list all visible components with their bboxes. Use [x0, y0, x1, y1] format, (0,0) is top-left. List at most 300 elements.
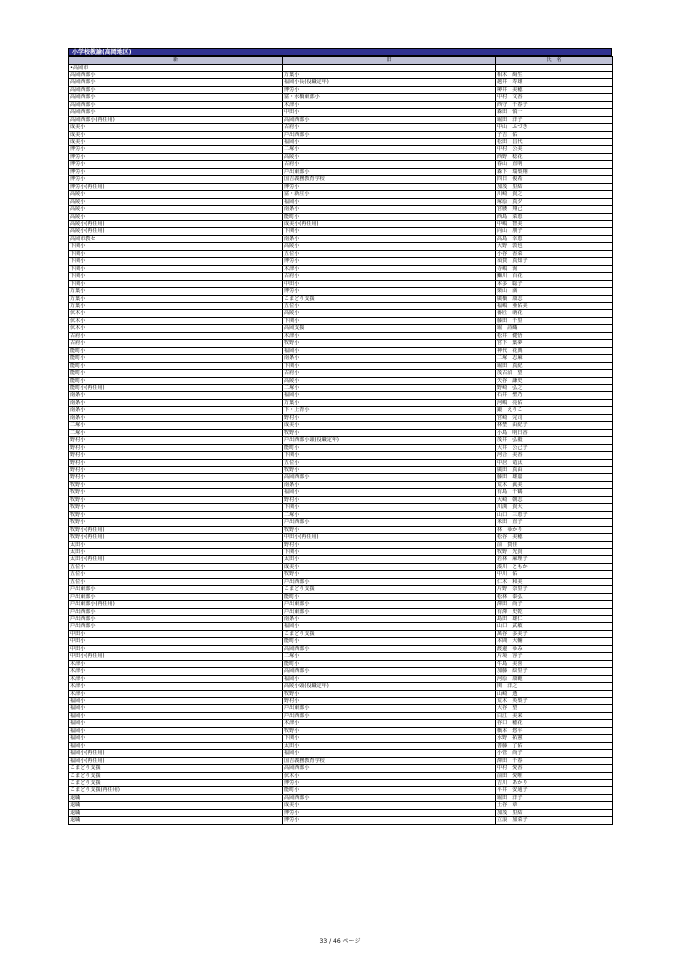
table-row	[69, 780, 613, 787]
old-cell: 戸出西部小頭(役職定年)	[283, 437, 496, 444]
name-cell: 二塚 志麻	[496, 355, 613, 362]
old-cell: 福岡小	[283, 750, 496, 757]
table-row	[69, 258, 613, 265]
new-cell: 高岡西部小	[69, 101, 283, 108]
name-cell: 石井 聖乃	[496, 392, 613, 399]
old-cell: 古府小	[283, 273, 496, 280]
new-cell: 高陵小	[69, 213, 283, 220]
table-row	[69, 340, 613, 347]
table-row	[69, 131, 613, 138]
new-cell: 伏木小	[69, 310, 283, 317]
old-cell: 牧野小	[283, 571, 496, 578]
name-cell	[496, 64, 613, 71]
table-row	[69, 712, 613, 719]
old-cell: 下・上青小	[283, 407, 496, 414]
new-cell: 南条小	[69, 399, 283, 406]
name-cell: 藤田 千里	[496, 317, 613, 324]
name-cell: 堀 詩織	[496, 325, 613, 332]
name-cell: 須賀 真知子	[496, 258, 613, 265]
name-cell: 廣田 真由	[496, 466, 613, 473]
table-row	[69, 235, 613, 242]
name-cell: 春山 直明	[496, 161, 613, 168]
new-cell: 高陵小	[69, 191, 283, 198]
table-row	[69, 228, 613, 235]
old-cell: 博労小	[283, 86, 496, 93]
name-cell: 松林 泰弘	[496, 593, 613, 600]
old-cell: こまどり支援	[283, 586, 496, 593]
old-cell: 木津小	[283, 332, 496, 339]
new-cell: 太田小(再任用)	[69, 556, 283, 563]
old-cell: 南条小	[283, 206, 496, 213]
new-cell: こまどり支援	[69, 772, 283, 779]
table-row	[69, 608, 613, 615]
new-cell: 退職	[69, 802, 283, 809]
name-cell: 小谷 香菜	[496, 250, 613, 257]
new-cell: 高岡市教セ	[69, 235, 283, 242]
new-cell: 高陵小(再任用)	[69, 228, 283, 235]
name-cell: 中村 公美	[496, 146, 613, 153]
table-row	[69, 377, 613, 384]
new-cell: 福岡小	[69, 742, 283, 749]
new-cell: 野村小	[69, 459, 283, 466]
new-cell: 高岡西部小	[69, 79, 283, 86]
new-cell: 戸出西部小	[69, 623, 283, 630]
new-cell: 下関小	[69, 243, 283, 250]
new-cell: こまどり支援(再任用)	[69, 787, 283, 794]
name-cell: 牛島 美喜	[496, 660, 613, 667]
old-cell: 下関小	[283, 228, 496, 235]
old-cell: 高陵小	[283, 243, 496, 250]
name-cell: 渡邊 ゆみ	[496, 645, 613, 652]
new-cell: 木津小	[69, 690, 283, 697]
name-cell: 山崎 透	[496, 690, 613, 697]
table-row	[69, 146, 613, 153]
old-cell: 牧野小	[283, 727, 496, 734]
table-row	[69, 71, 613, 78]
new-cell: 成美小	[69, 139, 283, 146]
new-cell: 下関小	[69, 265, 283, 272]
old-cell: 高岡西部小	[283, 645, 496, 652]
table-row	[69, 124, 613, 131]
name-cell: 藤田 雄嘉	[496, 474, 613, 481]
old-cell: 高岡西部小	[283, 474, 496, 481]
table-row	[69, 139, 613, 146]
name-cell: 中川 佑	[496, 571, 613, 578]
new-cell: 野村小	[69, 466, 283, 473]
new-cell: 二塚小	[69, 429, 283, 436]
name-cell: 越井 寿雄	[496, 79, 613, 86]
table-row	[69, 616, 613, 623]
name-cell: 林 ゆかり	[496, 526, 613, 533]
new-cell: 木津小	[69, 668, 283, 675]
old-cell: 万葉小	[283, 71, 496, 78]
name-cell: 河合 美香	[496, 452, 613, 459]
old-cell: 木津小	[283, 720, 496, 727]
old-cell: 博労小	[283, 258, 496, 265]
name-cell: 山口 三恵子	[496, 511, 613, 518]
table-row	[69, 280, 613, 287]
new-cell: 野村小	[69, 437, 283, 444]
table-row	[69, 295, 613, 302]
name-cell: 塚原 真夕	[496, 198, 613, 205]
name-cell: 大野 敦也	[496, 243, 613, 250]
table-row	[69, 206, 613, 213]
name-cell: 大崎 朝志	[496, 496, 613, 503]
old-cell: 南条小	[283, 481, 496, 488]
table-row	[69, 109, 613, 116]
new-cell: こまどり支援	[69, 765, 283, 772]
table-row	[69, 429, 613, 436]
table-row	[69, 489, 613, 496]
old-cell: 下関小	[283, 548, 496, 555]
name-cell: 前 賀佳	[496, 541, 613, 548]
new-cell: •高岡市	[69, 64, 283, 71]
name-cell: 西野 稔花	[496, 153, 613, 160]
new-cell: 福岡小	[69, 727, 283, 734]
new-cell: 木津小	[69, 683, 283, 690]
new-cell: 野村小	[69, 444, 283, 451]
name-cell: 鰤川 百花	[496, 273, 613, 280]
old-cell: 能町小	[283, 638, 496, 645]
old-cell: 成美小(再任用)	[283, 221, 496, 228]
new-cell: 高岡西部小	[69, 109, 283, 116]
table-row	[69, 317, 613, 324]
old-cell: 福岡小	[283, 675, 496, 682]
old-cell: 成美小	[283, 802, 496, 809]
table-row	[69, 265, 613, 272]
name-cell: 橋本 悠平	[496, 727, 613, 734]
new-cell: 博労小	[69, 146, 283, 153]
name-cell: 松井 健悟	[496, 332, 613, 339]
table-row	[69, 198, 613, 205]
table-row	[69, 586, 613, 593]
old-cell: 野村小	[283, 496, 496, 503]
old-cell: 国吉義務教育学校	[283, 176, 496, 183]
new-cell: 野村小	[69, 452, 283, 459]
name-cell: 平井 安通子	[496, 787, 613, 794]
name-cell: 福嶋 亜佑美	[496, 303, 613, 310]
name-cell: 島田 雄仁	[496, 616, 613, 623]
table-row	[69, 660, 613, 667]
name-cell: 加茂 里結	[496, 809, 613, 816]
old-cell: 博労小	[283, 780, 496, 787]
name-cell: 片境 容子	[496, 653, 613, 660]
new-cell: 牧野小	[69, 496, 283, 503]
name-cell: 澤田 尚子	[496, 601, 613, 608]
table-row	[69, 630, 613, 637]
new-cell: 福岡小	[69, 705, 283, 712]
old-cell: 太田小	[283, 556, 496, 563]
table-row	[69, 459, 613, 466]
name-cell: 立浪 加菜子	[496, 817, 613, 824]
name-cell: 堀田 真紀	[496, 362, 613, 369]
name-cell: 向山 朋子	[496, 228, 613, 235]
old-cell: 成美小	[283, 563, 496, 570]
name-cell: 小島 明日香	[496, 429, 613, 436]
name-cell: 小菅 尚子	[496, 750, 613, 757]
table-row	[69, 86, 613, 93]
table-row	[69, 496, 613, 503]
old-cell: 伏木小	[283, 772, 496, 779]
new-cell: 福岡小	[69, 735, 283, 742]
table-row	[69, 668, 613, 675]
new-cell: 博労小	[69, 168, 283, 175]
old-cell: 牧野小	[283, 429, 496, 436]
new-cell: 牧野小	[69, 481, 283, 488]
old-cell: 成美小	[283, 422, 496, 429]
name-cell: 番匠 萌花	[496, 310, 613, 317]
new-cell: 中田小(再任用)	[69, 653, 283, 660]
table-row	[69, 571, 613, 578]
old-cell: こまどり支援	[283, 630, 496, 637]
old-cell: 五位小	[283, 459, 496, 466]
name-cell: 四日 俊希	[496, 176, 613, 183]
name-cell: 河嶋 亮佑	[496, 399, 613, 406]
new-cell: 下関小	[69, 250, 283, 257]
new-cell: 下関小	[69, 280, 283, 287]
old-cell: 牧野小	[283, 466, 496, 473]
name-cell: 松谷 美穂	[496, 534, 613, 541]
new-cell: 牧野小	[69, 511, 283, 518]
name-cell: 中居 竜汰	[496, 459, 613, 466]
old-cell: 二塚小	[283, 653, 496, 660]
table-row	[69, 444, 613, 451]
table-row	[69, 384, 613, 391]
name-cell: 寺嶋 洵	[496, 265, 613, 272]
name-cell: 中嶋 智美	[496, 221, 613, 228]
header-name: 氏 名	[496, 57, 613, 65]
name-cell: 加藤 絵里子	[496, 668, 613, 675]
name-cell: 本間 大輔	[496, 638, 613, 645]
page-number: 33 / 46 ページ	[319, 938, 361, 945]
new-cell: 野村小	[69, 474, 283, 481]
table-row	[69, 593, 613, 600]
new-cell: 牧野小	[69, 519, 283, 526]
name-cell: 中村 愛香	[496, 765, 613, 772]
old-cell: 五位小	[283, 303, 496, 310]
old-cell: 高岡西部小	[283, 765, 496, 772]
old-cell: 能町小	[283, 444, 496, 451]
name-cell: 西守 千春子	[496, 101, 613, 108]
table-row	[69, 399, 613, 406]
name-cell: 堺井 美穂	[496, 86, 613, 93]
old-cell: 戸出東部小	[283, 601, 496, 608]
table-row	[69, 623, 613, 630]
table-row	[69, 191, 613, 198]
old-cell: 高岡西部小	[283, 116, 496, 123]
table-row	[69, 176, 613, 183]
old-cell: 二塚小	[283, 384, 496, 391]
old-cell	[283, 64, 496, 71]
name-cell: 水野 拓憲	[496, 735, 613, 742]
new-cell: 戸出東部小	[69, 586, 283, 593]
new-cell: 能町小	[69, 362, 283, 369]
old-cell: 中田小	[283, 109, 496, 116]
name-cell: 堀田 洋子	[496, 116, 613, 123]
table-row	[69, 168, 613, 175]
table-row	[69, 474, 613, 481]
new-cell: 能町小	[69, 355, 283, 362]
new-cell: 戸出西部小	[69, 616, 283, 623]
name-cell: 鍛 えりこ	[496, 407, 613, 414]
header-old: 旧	[283, 57, 496, 65]
name-cell: 河原 康範	[496, 675, 613, 682]
name-cell: 森下 瑞梨翔	[496, 168, 613, 175]
old-cell: 富・新庄小	[283, 191, 496, 198]
table-row	[69, 437, 613, 444]
old-cell: 野村小	[283, 414, 496, 421]
new-cell: 古府小	[69, 332, 283, 339]
old-cell: 二塚小	[283, 146, 496, 153]
table-row	[69, 64, 613, 71]
old-cell: 下関小	[283, 317, 496, 324]
old-cell: 中田小	[283, 280, 496, 287]
new-cell: 伏木小	[69, 325, 283, 332]
table-row	[69, 161, 613, 168]
table-row	[69, 213, 613, 220]
name-cell: 萬谷 多美子	[496, 630, 613, 637]
new-cell: こまどり支援	[69, 780, 283, 787]
new-cell: 万葉小	[69, 295, 283, 302]
table-row	[69, 101, 613, 108]
old-cell: 南条小	[283, 616, 496, 623]
table-row	[69, 153, 613, 160]
old-cell: 福岡小	[283, 198, 496, 205]
name-cell: 大井 公己子	[496, 444, 613, 451]
name-cell: 西島 菜恵	[496, 213, 613, 220]
old-cell: 高岡支援	[283, 325, 496, 332]
name-cell: 土谷 章	[496, 802, 613, 809]
table-row	[69, 534, 613, 541]
old-cell: 戸出西部小	[283, 712, 496, 719]
old-cell: 博労小	[283, 183, 496, 190]
name-cell: 有澤 史乾	[496, 608, 613, 615]
new-cell: 万葉小	[69, 303, 283, 310]
section-title: 小学校教諭(高岡地区)	[68, 48, 612, 56]
name-cell: 中村 文香	[496, 94, 613, 101]
table-row	[69, 407, 613, 414]
table-row	[69, 116, 613, 123]
name-cell: 川渕 貴大	[496, 504, 613, 511]
old-cell: 福岡小	[283, 392, 496, 399]
old-cell: 南条小	[283, 355, 496, 362]
new-cell: 牧野小(再任用)	[69, 526, 283, 533]
new-cell: 高陵小	[69, 198, 283, 205]
table-row	[69, 526, 613, 533]
new-cell: 高陵小	[69, 206, 283, 213]
table-row	[69, 556, 613, 563]
table-row	[69, 548, 613, 555]
name-cell: 茂井 弘毅	[496, 437, 613, 444]
table-row	[69, 273, 613, 280]
new-cell: 中田小	[69, 638, 283, 645]
new-cell: 中田小	[69, 645, 283, 652]
name-cell: 善藤 了佑	[496, 742, 613, 749]
table-row	[69, 757, 613, 764]
new-cell: 退職	[69, 817, 283, 824]
new-cell: 福岡小	[69, 698, 283, 705]
table-row	[69, 698, 613, 705]
name-cell: 神代 花典	[496, 347, 613, 354]
old-cell: 戸出東部小	[283, 705, 496, 712]
old-cell: 五位小	[283, 250, 496, 257]
name-cell: 栗山 満	[496, 288, 613, 295]
table-body	[69, 64, 613, 824]
new-cell: 能町小	[69, 370, 283, 377]
old-cell: 古府小	[283, 124, 496, 131]
name-cell: 松田 昌代	[496, 139, 613, 146]
name-cell: 相木 絢生	[496, 71, 613, 78]
old-cell: 二塚小	[283, 511, 496, 518]
table-row	[69, 79, 613, 86]
name-cell: 高島 幸恵	[496, 235, 613, 242]
new-cell: 高岡西部小(再任用)	[69, 116, 283, 123]
table-row	[69, 541, 613, 548]
new-cell: 木津小	[69, 660, 283, 667]
name-cell: 仁木 和美	[496, 578, 613, 585]
old-cell: 福岡小	[283, 489, 496, 496]
new-cell: 下関小	[69, 258, 283, 265]
table-row	[69, 638, 613, 645]
new-cell: 伏木小	[69, 317, 283, 324]
new-cell: 福岡小	[69, 712, 283, 719]
old-cell: こまどり支援	[283, 295, 496, 302]
new-cell: 高陵小(再任用)	[69, 221, 283, 228]
new-cell: 万葉小	[69, 288, 283, 295]
table-row	[69, 601, 613, 608]
table-row	[69, 332, 613, 339]
table-row	[69, 675, 613, 682]
table-row	[69, 742, 613, 749]
new-cell: 博労小(再任用)	[69, 183, 283, 190]
name-cell: 前田 愛唯	[496, 772, 613, 779]
table-row	[69, 772, 613, 779]
new-cell: 牧野小(再任用)	[69, 534, 283, 541]
new-cell: 五位小	[69, 578, 283, 585]
old-cell: 福岡小	[283, 347, 496, 354]
new-cell: 高岡西部小	[69, 94, 283, 101]
table-row	[69, 645, 613, 652]
old-cell: 牧野小	[283, 690, 496, 697]
name-cell: 山口 武敏	[496, 623, 613, 630]
new-cell: 福岡小(再任用)	[69, 757, 283, 764]
old-cell: 富・水橋東部小	[283, 94, 496, 101]
new-cell: 能町小	[69, 377, 283, 384]
table-row	[69, 690, 613, 697]
new-cell: 博労小	[69, 153, 283, 160]
name-cell: 川崎 貴之	[496, 191, 613, 198]
name-cell: 澤田 千春	[496, 757, 613, 764]
new-cell: 中田小	[69, 630, 283, 637]
name-cell: 子吉 佑	[496, 131, 613, 138]
new-cell: 戸出東部小	[69, 593, 283, 600]
old-cell: 能町小	[283, 213, 496, 220]
old-cell: 福岡小長(役職定年)	[283, 79, 496, 86]
name-cell: 廣橋 康志	[496, 295, 613, 302]
new-cell: 五位小	[69, 563, 283, 570]
old-cell: 万葉小	[283, 399, 496, 406]
name-cell: 中山 ふづき	[496, 124, 613, 131]
new-cell: 古府小	[69, 340, 283, 347]
table-row	[69, 720, 613, 727]
name-cell: 本多 聡子	[496, 280, 613, 287]
table-row	[69, 817, 613, 824]
new-cell: 福岡小	[69, 720, 283, 727]
table-row	[69, 325, 613, 332]
name-cell: 宮崎 完司	[496, 414, 613, 421]
name-cell: 谷口 穂花	[496, 720, 613, 727]
table-row	[69, 802, 613, 809]
